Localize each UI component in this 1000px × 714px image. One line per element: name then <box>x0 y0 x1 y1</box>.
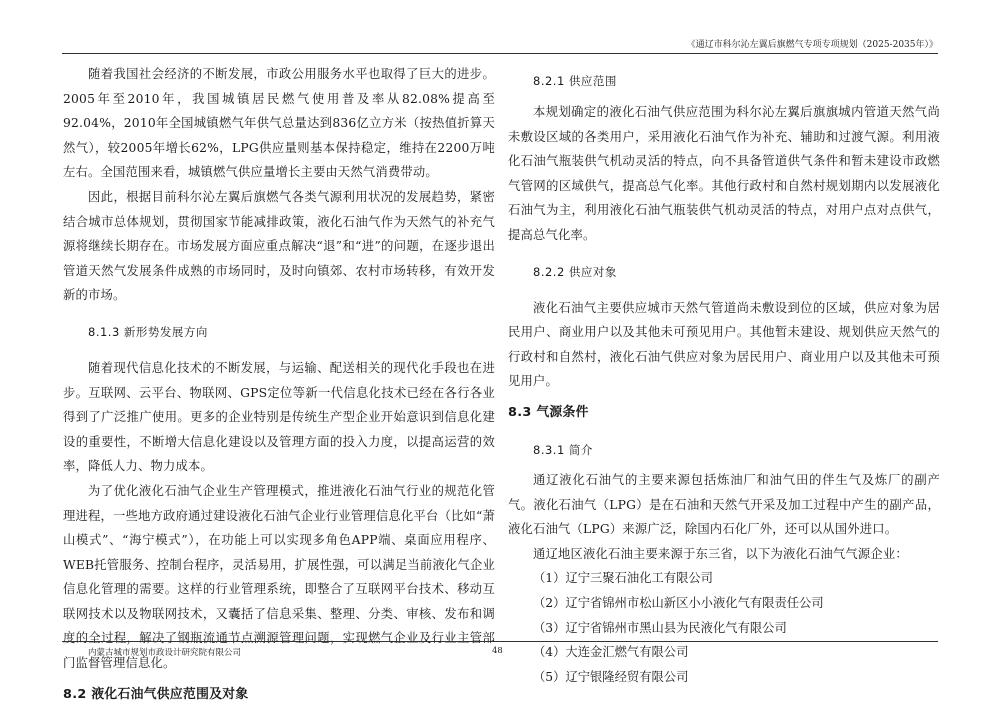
section-heading-8-2-2: 8.2.2 供应对象 <box>533 264 617 279</box>
list-item: （3）辽宁省锦州市黑山县为民液化气有限公司 <box>533 620 787 635</box>
section-heading-8-2: 8.2 液化石油气供应范围及对象 <box>63 686 249 702</box>
paragraph: 因此，根据目前科尔沁左翼后旗燃气各类气源利用状况的发展趋势，紧密结合城市总体规划，贯彻国家节能减排政策，液化石油气作为天然气的补充气源将继续长期存在。市场发展方面应重点解决“退”和“进”的问题，在逐步退出管道天然气发展条件成熟的市场同时，及时向镇郊、农村市场转移，有效开发新的市场。 <box>63 189 495 303</box>
paragraph: 本规划确定的液化石油气供应范围为科尔沁左翼后旗旗城内管道天然气尚未敷设区域的各类用户，采用液化石油气作为补充、辅助和过渡气源。利用液化石油气瓶装供气机动灵活的特点，向不具备管道供气条件和暂未建设市政燃气管网的区域供气，提高总气化率。其他行政村和自然村规划期内以发展液化石油气为主，利用液化石油气瓶装供气机动灵活的特点，对用户点对点供气，提高总气化率。 <box>508 105 940 242</box>
page-number: 48 <box>492 646 503 656</box>
paragraph: 随着现代信息化技术的不断发展，与运输、配送相关的现代化手段也在进步。互联网、云平台、物联网、GPS定位等新一代信息化技术已经在各行各业得到了广泛推广使用。更多的企业特别是传统生产型企业开始意识到信息化建设的重要性，不断增大信息化建设以及管理方面的投入力度，以提高运营的效率，降低人力、物力成本。 <box>63 360 495 474</box>
list-item: （5）辽宁银隆经贸有限公司 <box>533 669 689 684</box>
supplier-list <box>508 566 940 689</box>
section-heading-8-1-3: 8.1.3 新形势发展方向 <box>88 324 208 339</box>
running-header: 《通辽市科尔沁左翼后旗燃气专项专项规划（2025-2035年）》 <box>686 40 938 50</box>
paragraph: 随着我国社会经济的不断发展，市政公用服务水平也取得了巨大的进步。2005年至2010年，我国城镇居民燃气使用普及率从82.08%提高至92.04%，2010年全国城镇燃气年供气总量达到836亿立方米（按热值折算天然气），较2005年增长62%，LPG供应量则基本保持稳定，维持在2200万吨左右。全国范围来看，城镇燃气供应量增长主要由天然气消费带动。 <box>63 67 495 180</box>
paragraph: 通辽地区液化石油主要来源于东三省，以下为液化石油气气源企业： <box>533 546 908 561</box>
footer-divider <box>62 641 938 642</box>
list-item: （1）辽宁三聚石油化工有限公司 <box>533 571 713 586</box>
section-heading-8-2-1: 8.2.1 供应范围 <box>533 74 617 88</box>
paragraph: 通辽液化石油气的主要来源包括炼油厂和油气田的伴生气及炼厂的副产气。液化石油气（LPG）是在石油和天然气开采及加工过程中产生的副产品，液化石油气（LPG）来源广泛，除国内石化厂外，还可以从国外进口。 <box>508 472 940 537</box>
list-item: （2）辽宁省锦州市松山新区小小液化气有限责任公司 <box>533 595 824 610</box>
footer-organization: 内蒙古城市规划市政设计研究院有限公司 <box>88 648 242 658</box>
left-column <box>63 62 495 714</box>
paragraph: 为了优化液化石油气企业生产管理模式，推进液化石油气行业的规范化管理进程，一些地方政府通过建设液化石油气企业行业管理信息化平台（比如“萧山模式”、“海宁模式”），在功能上可以实现多角色APP端、桌面应用程序、WEB托管服务、控制台程序，灵活易用，扩展性强，可以满足当前液化气企业信息化管理的需要。这样的行业管理系统，即整合了互联网平台技术、移动互联网技术以及物联网技术，又囊括了信息采集、整理、分类、审核、发布和调度的全过程，解决了钢瓶流通节点溯源管理问题，实现燃气企业及行业主管部门监督管理信息化。 <box>63 483 495 671</box>
right-column <box>508 62 940 689</box>
list-item: （4）大连金汇燃气有限公司 <box>533 645 689 660</box>
section-heading-8-3-1: 8.3.1 简介 <box>533 442 593 457</box>
paragraph: 液化石油气主要供应城市天然气管道尚未敷设到位的区域，供应对象为居民用户、商业用户以及其他未可预见用户。其他暂未建设、规划供应天然气的行政村和自然村，液化石油气供应对象为居民用户、商业用户以及其他未可预见用户。 <box>508 300 940 389</box>
header-divider <box>62 53 938 54</box>
section-heading-8-3: 8.3 气源条件 <box>508 404 589 420</box>
